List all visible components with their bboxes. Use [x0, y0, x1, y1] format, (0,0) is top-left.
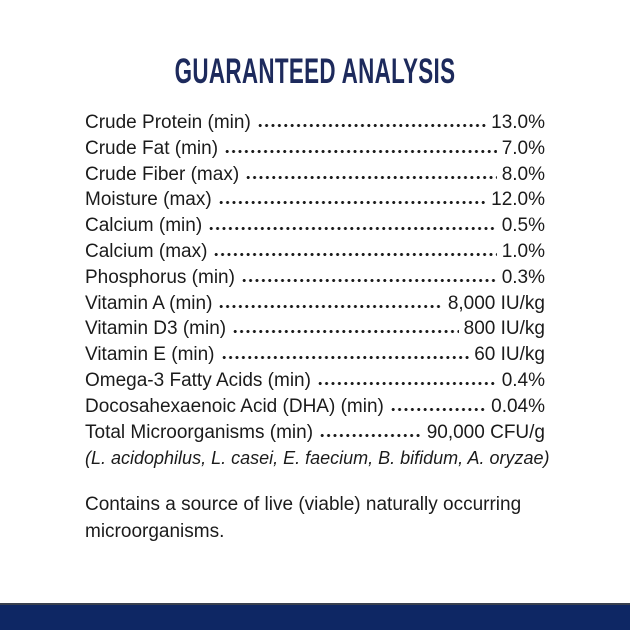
nutrient-value: 0.3% — [501, 266, 545, 288]
analysis-row — [85, 265, 545, 291]
nutrient-label: Calcium (max) — [85, 240, 208, 262]
analysis-row — [85, 239, 545, 265]
nutrient-value: 1.0% — [501, 240, 545, 262]
nutrient-label: Docosahexaenoic Acid (DHA) (min) — [85, 395, 384, 417]
analysis-row — [85, 291, 545, 317]
dotted-leader — [224, 149, 497, 154]
analysis-row — [85, 342, 545, 368]
dotted-leader — [218, 304, 442, 309]
nutrient-label: Vitamin D3 (min) — [85, 318, 227, 340]
analysis-row — [85, 368, 545, 394]
nutrient-value: 12.0% — [491, 189, 545, 211]
nutrient-label: Vitamin E (min) — [85, 344, 215, 366]
analysis-row — [85, 394, 545, 420]
nutrient-value: 8.0% — [501, 163, 545, 185]
nutrient-label: Moisture (max) — [85, 189, 212, 211]
analysis-row — [85, 110, 545, 136]
nutrient-value: 13.0% — [491, 112, 545, 133]
analysis-row — [85, 187, 545, 213]
analysis-row — [85, 213, 545, 239]
nutrient-value: 0.4% — [501, 369, 545, 391]
nutrient-value: 0.5% — [501, 215, 545, 237]
dotted-leader — [213, 252, 496, 257]
dotted-leader — [218, 200, 486, 205]
dotted-leader — [319, 433, 422, 438]
dotted-leader — [232, 329, 459, 334]
analysis-table — [85, 110, 545, 445]
nutrient-value: 8,000 IU/kg — [447, 292, 545, 314]
nutrient-value: 90,000 CFU/g — [426, 421, 545, 443]
dotted-leader — [221, 355, 470, 360]
live-microorganisms-footnote: Contains a source of live (viable) naturally occurring microorganisms. — [85, 494, 522, 542]
dotted-leader — [317, 381, 497, 386]
species-note-wrap — [85, 445, 550, 471]
analysis-row — [85, 136, 545, 162]
nutrient-value: 0.04% — [491, 395, 545, 417]
analysis-row — [85, 316, 545, 342]
dotted-leader — [241, 278, 497, 283]
dotted-leader — [208, 226, 497, 231]
analysis-row — [85, 420, 545, 446]
nutrient-label: Vitamin A (min) — [85, 292, 213, 314]
nutrient-label: Crude Protein (min) — [85, 112, 251, 133]
nutrient-value: 60 IU/kg — [474, 344, 545, 366]
nutrient-label: Calcium (min) — [85, 215, 203, 237]
page-title: GUARANTEED ANALYSIS — [174, 52, 456, 91]
dotted-leader — [257, 123, 486, 128]
bottom-navy-bar — [0, 603, 630, 630]
nutrient-label: Crude Fiber (max) — [85, 163, 240, 185]
analysis-row — [85, 162, 545, 188]
nutrient-label: Total Microorganisms (min) — [85, 421, 314, 443]
nutrient-value: 800 IU/kg — [463, 318, 545, 340]
dotted-leader — [390, 407, 486, 412]
nutrient-label: Phosphorus (min) — [85, 266, 235, 288]
nutrient-label: Crude Fat (min) — [85, 137, 219, 159]
microorganism-species-note: (L. acidophilus, L. casei, E. faecium, B. bifidum, A. oryzae) — [85, 448, 550, 468]
nutrient-label: Omega-3 Fatty Acids (min) — [85, 369, 311, 391]
nutrient-value: 7.0% — [501, 137, 545, 159]
dotted-leader — [245, 175, 497, 180]
